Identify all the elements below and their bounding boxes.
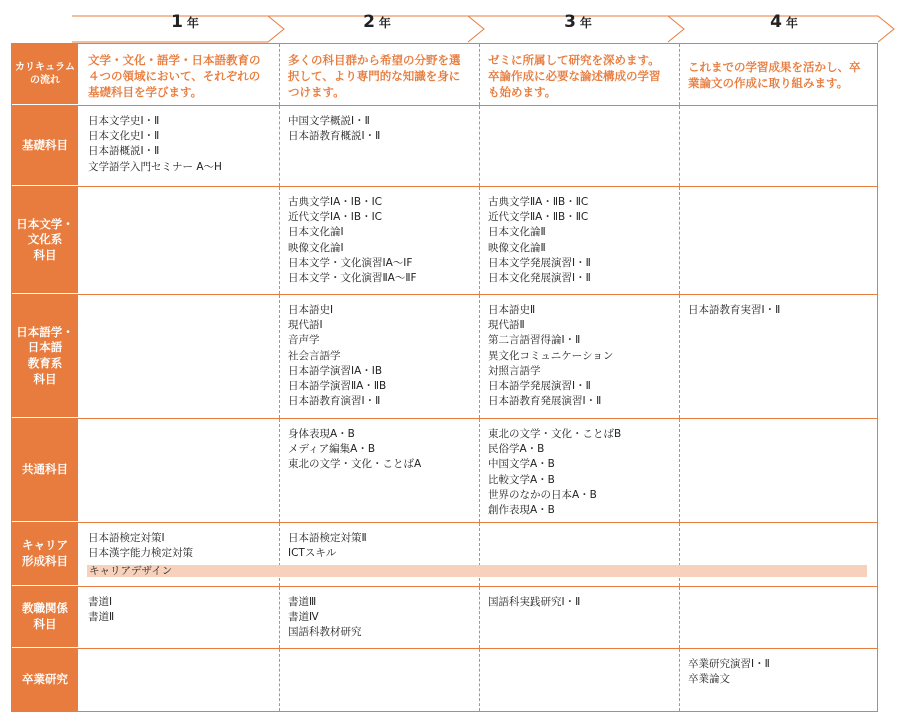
flow-year-2: 多くの科目群から希望の分野を選択して、より専門的な知識を身につけます。 [288, 53, 461, 99]
course-item: 古典文学ⅠA・ⅠB・ⅠC [288, 196, 383, 208]
row-basic [12, 106, 877, 187]
flow-year-3: ゼミに所属して研究を深めます。卒論作成に必要な論述構成の学習も始めます。 [488, 53, 661, 99]
course-item: 近代文学ⅠA・ⅠB・ⅠC [288, 211, 383, 224]
row-label-basic: 基礎科目 [12, 106, 78, 186]
row-linguistics [12, 295, 877, 419]
course-item: 日本語史Ⅱ [488, 304, 536, 316]
row-literature-year-1 [80, 187, 279, 294]
course-item: 第二言語習得論Ⅰ・Ⅱ [488, 334, 581, 347]
course-item: 日本語学発展演習Ⅰ・Ⅱ [488, 380, 591, 393]
career-design-bar: キャリアデザイン [87, 565, 867, 577]
year-4-label: 4 年 [770, 12, 798, 32]
row-linguistics-year-1 [80, 295, 279, 418]
course-item: 日本語検定対策Ⅰ [88, 532, 165, 544]
course-item: 日本文学・文化演習ⅠA〜ⅠF [288, 256, 413, 269]
course-item: 日本文学・文化演習ⅡA〜ⅡF [288, 272, 417, 285]
course-item: 映像文化論Ⅰ [288, 241, 344, 254]
year-header [0, 0, 900, 44]
row-basic-year-1 [80, 106, 279, 186]
course-item: 卒業論文 [688, 673, 730, 686]
row-teaching-year-1 [80, 587, 279, 648]
row-teaching-year-2 [280, 587, 479, 648]
course-item: 中国文学A・B [488, 458, 555, 471]
row-career [12, 523, 877, 587]
year-2-label: 2 年 [363, 12, 391, 32]
course-item: 書道Ⅳ [288, 611, 319, 624]
course-item: 日本語教育演習Ⅰ・Ⅱ [288, 395, 381, 408]
row-label-career: キャリア 形成科目 [12, 523, 78, 586]
course-item: 国語科教材研究 [288, 626, 362, 639]
row-label-common: 共通科目 [12, 419, 78, 522]
course-item: 比較文学A・B [488, 473, 555, 486]
year-3-label: 3 年 [564, 12, 592, 32]
course-item: 日本文化論Ⅱ [488, 226, 546, 239]
course-item: 音声学 [288, 334, 320, 347]
course-item: 日本文化論Ⅰ [288, 226, 344, 239]
course-item: 日本語概説Ⅰ・Ⅱ [88, 145, 160, 158]
row-common-year-2 [280, 419, 479, 522]
course-item: 日本語教育発展演習Ⅰ・Ⅱ [488, 395, 602, 408]
row-label-teaching: 教職関係 科目 [12, 587, 78, 648]
course-item: 日本語学演習ⅡA・ⅡB [288, 380, 387, 393]
row-common-year-4 [680, 419, 877, 522]
row-label-literature: 日本文学・ 文化系 科目 [12, 187, 78, 294]
row-basic-year-4 [680, 106, 877, 186]
row-teaching-year-3 [480, 587, 679, 648]
course-item: 現代語Ⅰ [288, 319, 323, 332]
row-linguistics-year-4 [680, 295, 877, 418]
flow-label: カリキュラム の流れ [12, 44, 78, 105]
row-graduation [12, 649, 877, 711]
year-1-label: 1 年 [171, 12, 199, 32]
course-item: 近代文学ⅡA・ⅡB・ⅡC [488, 211, 589, 224]
curriculum-table [11, 43, 878, 712]
row-graduation-year-4 [680, 649, 877, 711]
row-graduation-year-3 [480, 649, 679, 711]
course-item: 東北の文学・文化・ことばA [288, 458, 422, 471]
row-graduation-year-2 [280, 649, 479, 711]
row-literature-year-4 [680, 187, 877, 294]
course-item: 創作表現A・B [488, 504, 555, 517]
course-item: 日本文化発展演習Ⅰ・Ⅱ [488, 272, 591, 285]
course-item: メディア編集A・B [288, 443, 376, 456]
row-label-graduation: 卒業研究 [12, 649, 78, 711]
course-item: 日本文学発展演習Ⅰ・Ⅱ [488, 256, 591, 269]
flow-year-4: これまでの学習成果を活かし、卒業論文の作成に取り組みます。 [688, 59, 861, 90]
row-linguistics-year-2 [280, 295, 479, 418]
row-linguistics-year-3 [480, 295, 679, 418]
row-basic-year-3 [480, 106, 679, 186]
course-item: 国語科実践研究Ⅰ・Ⅱ [488, 596, 581, 608]
course-item: 現代語Ⅱ [488, 319, 525, 332]
course-item: 世界のなかの日本A・B [488, 488, 597, 501]
course-item: 民俗学A・B [488, 443, 545, 456]
course-item: 書道Ⅱ [88, 611, 115, 624]
row-teaching-year-4 [680, 587, 877, 648]
row-label-linguistics: 日本語学・ 日本語 教育系 科目 [12, 295, 78, 418]
course-item: ICTスキル [288, 547, 337, 560]
row-literature-year-2 [280, 187, 479, 294]
course-item: 日本文化史Ⅰ・Ⅱ [88, 130, 160, 143]
course-item: 文学語学入門セミナー A〜H [88, 160, 222, 173]
course-item: 東北の文学・文化・ことばB [488, 428, 622, 440]
course-item: 日本文学史Ⅰ・Ⅱ [88, 115, 160, 127]
row-basic-year-2 [280, 106, 479, 186]
course-item: 古典文学ⅡA・ⅡB・ⅡC [488, 196, 589, 208]
course-item: 日本語教育概説Ⅰ・Ⅱ [288, 130, 381, 143]
course-item: 卒業研究演習Ⅰ・Ⅱ [688, 658, 770, 670]
row-literature [12, 187, 877, 295]
course-item: 映像文化論Ⅱ [488, 241, 546, 254]
curriculum-flow-row [12, 44, 877, 106]
course-item: 異文化コミュニケーション [488, 349, 614, 362]
row-teaching [12, 587, 877, 649]
row-common [12, 419, 877, 523]
row-literature-year-3 [480, 187, 679, 294]
flow-year-1: 文学・文化・語学・日本語教育の４つの領域において、それぞれの基礎科目を学びます。 [88, 53, 261, 99]
course-item: 日本語教育実習Ⅰ・Ⅱ [688, 304, 781, 316]
course-item: 中国文学概説Ⅰ・Ⅱ [288, 115, 370, 127]
course-item: 書道Ⅲ [288, 596, 317, 608]
course-item: 日本語学演習ⅠA・ⅠB [288, 364, 383, 377]
row-common-year-1 [80, 419, 279, 522]
course-item: 日本漢字能力検定対策 [88, 547, 193, 560]
course-item: 日本語史Ⅰ [288, 304, 334, 316]
course-item: 対照言語学 [488, 364, 541, 377]
course-item: 身体表現A・B [288, 428, 355, 440]
course-item: 書道Ⅰ [88, 596, 113, 608]
course-item: 日本語検定対策Ⅱ [288, 532, 367, 544]
row-common-year-3 [480, 419, 679, 522]
course-item: 社会言語学 [288, 349, 341, 362]
row-graduation-year-1 [80, 649, 279, 711]
